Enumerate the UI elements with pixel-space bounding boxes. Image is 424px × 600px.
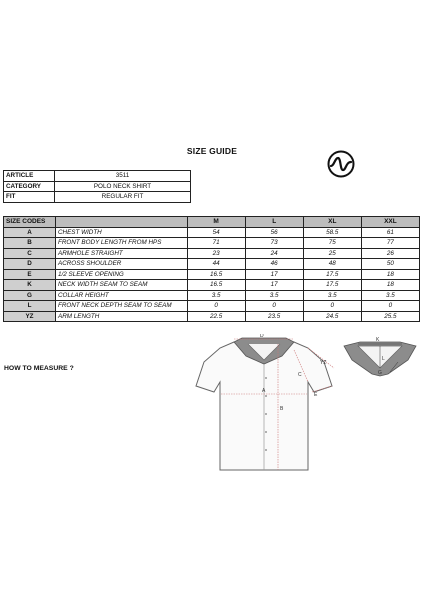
info-value: 3511 — [55, 171, 191, 182]
label-l: L — [382, 356, 385, 362]
row-desc: 1/2 SLEEVE OPENING — [56, 269, 188, 280]
info-key: ARTICLE — [4, 171, 55, 182]
table-row — [4, 227, 420, 238]
info-value: POLO NECK SHIRT — [55, 181, 191, 192]
row-value: 0 — [361, 301, 419, 312]
table-row — [4, 259, 420, 270]
table-row — [4, 301, 420, 312]
row-value: 25.5 — [361, 311, 419, 322]
row-value: 54 — [187, 227, 245, 238]
info-key: CATEGORY — [4, 181, 55, 192]
collar-diagram — [338, 336, 422, 380]
info-row-fit — [4, 192, 191, 203]
label-c: C — [298, 372, 302, 378]
row-value: 26 — [361, 248, 419, 259]
label-e: E — [314, 392, 318, 398]
table-row — [4, 248, 420, 259]
row-value: 0 — [303, 301, 361, 312]
row-code: E — [4, 269, 56, 280]
row-desc: NECK WIDTH SEAM TO SEAM — [56, 280, 188, 291]
page-title: SIZE GUIDE — [186, 146, 238, 156]
row-code: B — [4, 238, 56, 249]
header-size-codes: SIZE CODES — [4, 217, 56, 228]
row-desc: FRONT BODY LENGTH FROM HPS — [56, 238, 188, 249]
label-yz: YZ — [320, 360, 327, 366]
info-row-category — [4, 181, 191, 192]
table-row — [4, 290, 420, 301]
row-value: 75 — [303, 238, 361, 249]
row-value: 3.5 — [245, 290, 303, 301]
row-code: G — [4, 290, 56, 301]
row-value: 17 — [245, 269, 303, 280]
row-value: 46 — [245, 259, 303, 270]
size-table-header — [4, 217, 420, 228]
row-value: 58.5 — [303, 227, 361, 238]
row-value: 48 — [303, 259, 361, 270]
brand-logo — [326, 149, 356, 179]
row-value: 61 — [361, 227, 419, 238]
label-k: K — [376, 337, 380, 343]
row-value: 17.5 — [303, 280, 361, 291]
label-a: A — [262, 388, 266, 394]
how-to-measure-heading: HOW TO MEASURE ? — [4, 365, 74, 372]
label-b: B — [280, 406, 284, 412]
row-code: K — [4, 280, 56, 291]
header-description — [56, 217, 188, 228]
row-value: 17 — [245, 280, 303, 291]
row-value: 25 — [303, 248, 361, 259]
row-desc: ACROSS SHOULDER — [56, 259, 188, 270]
row-value: 71 — [187, 238, 245, 249]
row-desc: ARMHOLE STRAIGHT — [56, 248, 188, 259]
row-code: YZ — [4, 311, 56, 322]
row-value: 56 — [245, 227, 303, 238]
info-row-article — [4, 171, 191, 182]
shirt-diagram — [190, 334, 340, 474]
row-value: 18 — [361, 269, 419, 280]
row-desc: ARM LENGTH — [56, 311, 188, 322]
row-value: 18 — [361, 280, 419, 291]
row-value: 73 — [245, 238, 303, 249]
header-size-l: L — [245, 217, 303, 228]
row-value: 0 — [245, 301, 303, 312]
label-g: G — [378, 370, 382, 376]
table-row — [4, 238, 420, 249]
table-row — [4, 311, 420, 322]
row-value: 3.5 — [187, 290, 245, 301]
row-value: 77 — [361, 238, 419, 249]
row-value: 16.5 — [187, 269, 245, 280]
row-value: 24.5 — [303, 311, 361, 322]
row-desc: COLLAR HEIGHT — [56, 290, 188, 301]
header-size-xxl: XXL — [361, 217, 419, 228]
row-code: D — [4, 259, 56, 270]
table-row — [4, 269, 420, 280]
row-value: 3.5 — [303, 290, 361, 301]
row-value: 44 — [187, 259, 245, 270]
row-code: C — [4, 248, 56, 259]
row-desc: FRONT NECK DEPTH SEAM TO SEAM — [56, 301, 188, 312]
table-row — [4, 280, 420, 291]
info-key: FIT — [4, 192, 55, 203]
row-value: 3.5 — [361, 290, 419, 301]
info-value: REGULAR FIT — [55, 192, 191, 203]
row-code: A — [4, 227, 56, 238]
header-size-xl: XL — [303, 217, 361, 228]
row-value: 23.5 — [245, 311, 303, 322]
row-value: 17.5 — [303, 269, 361, 280]
row-value: 23 — [187, 248, 245, 259]
article-info-table — [3, 170, 191, 203]
row-code: L — [4, 301, 56, 312]
row-value: 24 — [245, 248, 303, 259]
label-d: D — [260, 334, 264, 339]
row-value: 16.5 — [187, 280, 245, 291]
header-size-m: M — [187, 217, 245, 228]
row-value: 50 — [361, 259, 419, 270]
size-table — [3, 216, 420, 322]
row-desc: CHEST WIDTH — [56, 227, 188, 238]
row-value: 22.5 — [187, 311, 245, 322]
row-value: 0 — [187, 301, 245, 312]
